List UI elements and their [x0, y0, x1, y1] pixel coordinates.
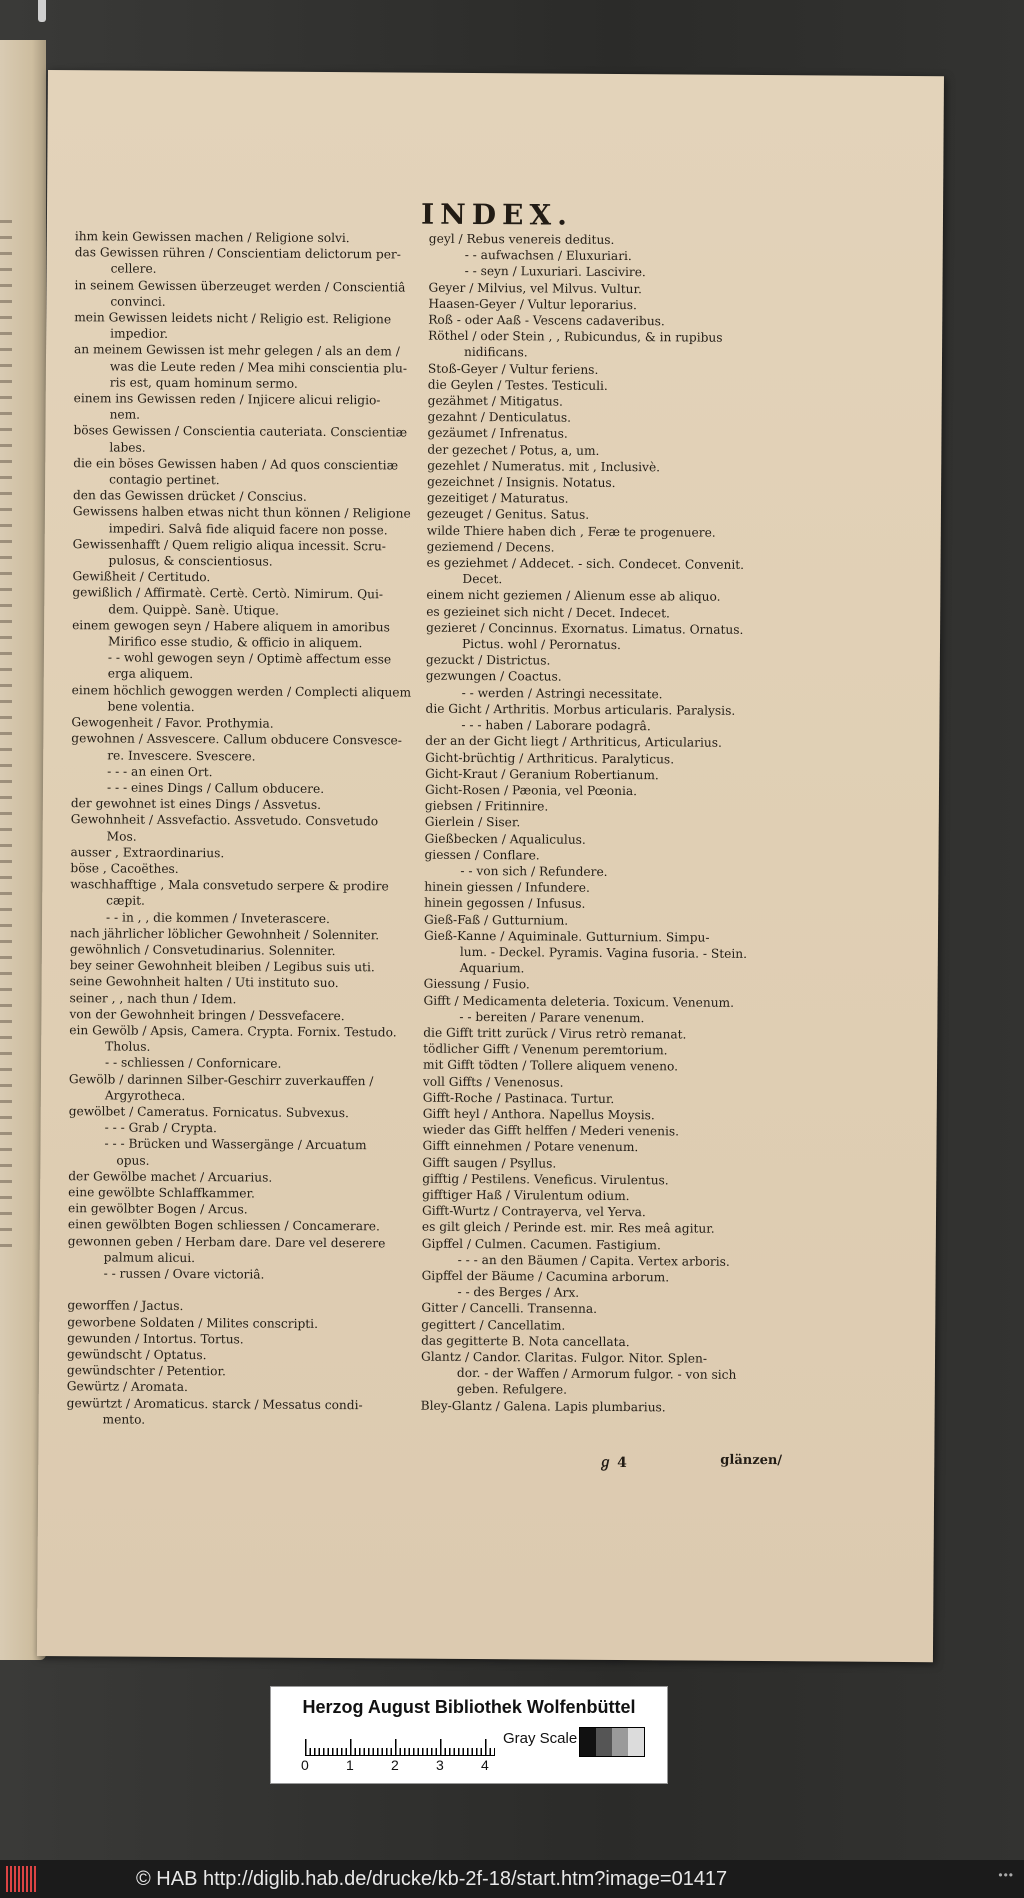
index-entry: waschhafftige , Mala consvetudo serpere & prodire — [70, 877, 389, 894]
index-entry: contagio pertinet. — [109, 472, 220, 488]
index-entry: böse , Cacoëthes. — [70, 861, 179, 876]
index-entry: tödlicher Gifft / Venenum peremtorium. — [423, 1041, 668, 1058]
index-entry: gegittert / Cancellatim. — [421, 1317, 566, 1333]
index-entry: - - - an den Bäumen / Capita. Vertex arboris. — [457, 1252, 730, 1269]
index-entry: Gewölb / darinnen Silber-Geschirr zuverkauffen / — [68, 1071, 374, 1088]
index-entry: geziemend / Decens. — [426, 539, 555, 555]
index-entry: Glantz / Candor. Claritas. Fulgor. Nitor. Splen- — [420, 1349, 708, 1366]
index-entry: Decet. — [462, 572, 503, 587]
index-entry: Gieß-Kanne / Aquiminale. Gutturnium. Simpu- — [423, 928, 710, 945]
index-entry: der gewohnet ist eines Dings / Assvetus. — [70, 796, 322, 813]
index-entry: Gifft heyl / Anthora. Napellus Moysis. — [422, 1106, 655, 1123]
index-entry: nem. — [109, 407, 141, 422]
gray-swatch — [580, 1728, 596, 1756]
index-entry: geworffen / Jactus. — [67, 1298, 184, 1314]
index-entry: Mirifico esse studio, & officio in aliquem. — [107, 634, 363, 651]
index-entry: Gicht-Rosen / Pæonia, vel Pœonia. — [424, 782, 638, 799]
index-entry: Argyrotheca. — [104, 1088, 186, 1103]
index-entry: palmum alicui. — [103, 1250, 196, 1265]
index-entry: giebsen / Fritinnire. — [424, 798, 549, 814]
index-entry: - - - haben / Laborare podagrâ. — [461, 717, 651, 734]
ruler-number: 2 — [391, 1757, 399, 1773]
index-entry: gezähmet / Mitigatus. — [427, 393, 563, 409]
index-entry: Gifft saugen / Psyllus. — [422, 1155, 557, 1171]
index-entry: geyl / Rebus venereis deditus. — [428, 231, 615, 247]
index-entry: - - bereiten / Parare venenum. — [459, 1009, 645, 1025]
index-entry: Tholus. — [105, 1039, 151, 1054]
index-entry: ris est, quam hominum sermo. — [109, 375, 298, 391]
index-entry: Gierlein / Siser. — [424, 814, 521, 830]
index-entry: Gewürtz / Aromata. — [66, 1379, 188, 1395]
gray-scale-swatches — [579, 1727, 645, 1757]
index-entry: labes. — [109, 440, 146, 455]
index-entry: Gifft einnehmen / Potare venenum. — [422, 1139, 639, 1155]
index-entry: hinein gegossen / Infusus. — [424, 895, 586, 912]
index-entry: es gezieinet sich nicht / Decet. Indecet. — [426, 604, 670, 621]
gray-swatch — [596, 1728, 612, 1756]
index-entry: gezeuget / Genitus. Satus. — [426, 507, 590, 523]
gray-scale-label: Gray Scale — [503, 1730, 578, 1747]
index-entry: opus. — [116, 1153, 150, 1168]
status-bar — [0, 1860, 1024, 1898]
index-entry: Gewohnheit / Assvefactio. Assvetudo. Consvetudo — [70, 812, 379, 829]
index-entry: dor. - der Waffen / Armorum fulgor. - von sich — [456, 1366, 737, 1383]
index-entry: Gitter / Cancelli. Transenna. — [421, 1301, 598, 1317]
index-entry: das Gewissen rühren / Conscientiam delictorum per- — [74, 245, 401, 262]
index-entry: bey seiner Gewohnheit bleiben / Legibus suis uti. — [69, 958, 375, 975]
index-entry: Gieß-Faß / Gutturnium. — [424, 912, 569, 928]
index-entry: Gifft-Wurtz / Contrayerva, vel Yerva. — [421, 1203, 646, 1220]
index-entry: gewündscht / Optatus. — [66, 1347, 207, 1363]
index-entry: einem höchlich gewoggen werden / Complecti aliquem — [71, 682, 412, 700]
index-entry: Gewissenhafft / Quem religio aliqua incessit. Scru- — [72, 537, 386, 554]
index-entry: convinci. — [110, 294, 166, 309]
copyright-url-text[interactable]: © HAB http://diglib.hab.de/drucke/kb-2f-18/start.htm?image=01417 — [136, 1867, 728, 1890]
scale-ruler — [305, 1735, 495, 1756]
page-title: INDEX. — [420, 197, 574, 232]
index-entry: bene volentia. — [107, 699, 195, 714]
index-entry: - - aufwachsen / Eluxuriari. — [464, 248, 632, 264]
index-entry: gezäumet / Infrenatus. — [427, 426, 568, 442]
barcode-icon — [6, 1866, 36, 1892]
ruler-number: 3 — [436, 1757, 444, 1773]
index-entry: die ein böses Gewissen haben / Ad quos conscientiæ — [73, 456, 399, 473]
index-entry: die Gifft tritt zurück / Virus retrò remanat. — [423, 1025, 687, 1042]
index-entry: das gegitterte B. Nota cancellata. — [421, 1333, 630, 1349]
index-entry: Stoß-Geyer / Vultur feriens. — [427, 361, 599, 377]
index-entry: hinein giessen / Infundere. — [424, 879, 590, 895]
index-entry: einen gewölbten Bogen schliessen / Concamerare. — [67, 1217, 380, 1234]
more-options-icon[interactable]: ••• — [998, 1868, 1014, 1882]
facing-page-text-fragments — [0, 220, 12, 1260]
index-entry: an meinem Gewissen ist mehr gelegen / als an dem / — [73, 342, 400, 359]
index-entry: was die Leute reden / Mea mihi conscientia plu- — [109, 359, 408, 376]
index-column-right — [421, 231, 799, 1416]
index-entry: gewißlich / Affirmatè. Certè. Certò. Nimirum. Qui- — [72, 585, 384, 602]
index-entry: mit Gifft tödten / Tollere aliquem veneno. — [423, 1058, 679, 1074]
index-entry: Mos. — [106, 828, 137, 844]
index-entry: lum. - Deckel. Pyramis. Vagina fusoria. - Stein. — [459, 944, 748, 961]
index-entry: Gicht-brüchtig / Arthriticus. Paralyticus. — [425, 750, 675, 766]
index-column-left — [67, 228, 430, 1429]
index-entry: ausser , Extraordinarius. — [70, 844, 225, 860]
index-entry: gifftiger Haß / Virulentum odium. — [422, 1187, 630, 1204]
index-entry: seine Gewohnheit halten / Uti instituto suo. — [69, 974, 339, 991]
index-entry: dem. Quippè. Sanè. Utique. — [108, 602, 280, 618]
signature-mark: ℊ 4 — [598, 1454, 627, 1472]
index-entry: ihm kein Gewissen machen / Religione solvi. — [74, 229, 350, 246]
index-entry: der Gewölbe machet / Arcuarius. — [68, 1168, 273, 1185]
index-entry: Geyer / Milvius, vel Milvus. Vultur. — [428, 280, 642, 296]
index-entry: es gilt gleich / Perinde est. mir. Res meâ agitur. — [421, 1220, 715, 1237]
index-entry: re. Invescere. Svescere. — [107, 747, 256, 763]
index-entry: Haasen-Geyer / Vultur leporarius. — [428, 296, 638, 312]
index-entry: nidificans. — [463, 345, 528, 360]
index-entry: impedior. — [110, 326, 169, 342]
index-entry: - - in , , die kommen / Inveterascere. — [106, 909, 330, 926]
index-entry: Gipffel / Culmen. Cacumen. Fastigium. — [421, 1236, 661, 1252]
index-entry: Röthel / oder Stein , , Rubicundus, & in rupibus — [428, 328, 723, 345]
index-entry: ein Gewölb / Apsis, Camera. Crypta. Fornix. Testudo. — [69, 1023, 397, 1040]
index-entry: Gifft / Medicamenta deleteria. Toxicum. Venenum. — [423, 993, 735, 1010]
index-entry: giessen / Conflare. — [424, 847, 540, 863]
index-entry: wieder das Gifft helffen / Mederi venenis. — [422, 1122, 680, 1139]
index-entry: gewürtzt / Aromaticus. starck / Messatus condi- — [66, 1395, 363, 1412]
index-entry: einem ins Gewissen reden / Injicere alicui religio- — [73, 391, 381, 408]
index-entry: - - von sich / Refundere. — [460, 863, 608, 879]
index-entry: gewunden / Intortus. Tortus. — [67, 1330, 244, 1347]
binding-clip — [38, 0, 46, 22]
index-entry: gezehlet / Numeratus. mit , Inclusivè. — [427, 458, 661, 475]
index-entry: Aquarium. — [459, 961, 525, 976]
index-entry: der an der Gicht liegt / Arthriticus, Articularius. — [425, 733, 722, 751]
index-entry: gewöhnlich / Consvetudinarius. Solenniter. — [69, 942, 336, 958]
index-entry: einem nicht geziemen / Alienum esse ab aliquo. — [426, 588, 721, 605]
index-entry: Gifft-Roche / Pastinaca. Turtur. — [422, 1090, 615, 1106]
index-entry: gewündschter / Petentior. — [66, 1363, 226, 1379]
ruler-number: 0 — [301, 1757, 309, 1773]
index-entry: die Gicht / Arthritis. Morbus articularis. Paralysis. — [425, 701, 736, 718]
index-entry: die Geylen / Testes. Testiculi. — [427, 377, 608, 393]
library-color-card — [270, 1686, 668, 1784]
index-entry: Bley-Glantz / Galena. Lapis plumbarius. — [420, 1398, 666, 1414]
index-entry: gezieret / Concinnus. Exornatus. Limatus. Ornatus. — [426, 620, 744, 637]
index-entry: Gewissens halben etwas nicht thun können / Religione — [72, 504, 411, 521]
index-entry: - - seyn / Luxuriari. Lascivire. — [464, 264, 646, 280]
index-entry: Gewogenheit / Favor. Prothymia. — [71, 715, 274, 731]
index-entry: Roß - oder Aaß - Vescens cadaveribus. — [428, 312, 665, 329]
ruler-number: 4 — [481, 1757, 489, 1773]
library-name: Herzog August Bibliothek Wolfenbüttel — [302, 1697, 636, 1717]
index-entry: impediri. Salvâ fide aliquid facere non posse. — [108, 521, 388, 538]
index-entry: Gicht-Kraut / Geranium Robertianum. — [425, 766, 659, 782]
index-entry: böses Gewissen / Conscientia cauteriata. Conscientiæ — [73, 423, 408, 440]
index-entry: gewohnen / Assvescere. Callum obducere Consvesce- — [71, 731, 402, 748]
index-entry: - - - Brücken und Wassergänge / Arcuatum — [104, 1136, 367, 1153]
book-page — [37, 70, 944, 1662]
index-entry: den das Gewissen drücket / Conscius. — [72, 488, 307, 505]
gray-swatch — [628, 1728, 644, 1756]
index-entry: Gießbecken / Aqualiculus. — [424, 831, 586, 847]
index-entry: - - russen / Ovare victoriâ. — [103, 1266, 265, 1282]
ruler-number: 1 — [346, 1757, 354, 1773]
index-entry: - - schliessen / Confornicare. — [105, 1055, 282, 1072]
index-entry: gezwungen / Coactus. — [425, 669, 562, 685]
gray-swatch — [612, 1728, 628, 1756]
index-entry: - - - eines Dings / Callum obducere. — [106, 780, 325, 796]
index-entry: gezahnt / Denticulatus. — [427, 409, 572, 425]
index-entry: von der Gewohnheit bringen / Dessvefacere. — [69, 1006, 345, 1023]
index-entry: Gipffel der Bäume / Cacumina arborum. — [421, 1268, 670, 1285]
index-entry: cæpit. — [106, 893, 146, 909]
index-entry: - - des Berges / Arx. — [457, 1285, 580, 1300]
index-entry: Gewißheit / Certitudo. — [72, 569, 211, 585]
index-entry: voll Giffts / Venenosus. — [422, 1074, 564, 1090]
index-entry: geben. Refulgere. — [456, 1382, 568, 1398]
index-entry: - - werden / Astringi necessitate. — [461, 685, 663, 701]
index-entry: mento. — [102, 1412, 146, 1427]
index-entry: pulosus, & conscientiosus. — [108, 553, 273, 569]
index-entry: es geziehmet / Addecet. - sich. Condecet. Convenit. — [426, 555, 745, 572]
index-entry: gezeitiget / Maturatus. — [426, 490, 569, 506]
index-entry: nach jährlicher löblicher Gewohnheit / Solenniter. — [69, 925, 380, 943]
index-entry: Pictus. wohl / Perornatus. — [461, 636, 621, 653]
index-entry: gezuckt / Districtus. — [425, 652, 551, 668]
index-entry: - - wohl gewogen seyn / Optimè affectum esse — [107, 650, 392, 667]
index-entry: geworbene Soldaten / Milites conscripti. — [67, 1314, 319, 1331]
index-entry: der gezechet / Potus, a, um. — [427, 442, 600, 458]
index-entry: gewölbet / Cameratus. Fornicatus. Subvexus. — [68, 1104, 349, 1121]
index-entry: wilde Thiere haben dich , Feræ te progenuere. — [426, 523, 716, 540]
index-entry: ein gewölbter Bogen / Arcus. — [68, 1201, 248, 1217]
index-entry: Giessung / Fusio. — [423, 976, 530, 992]
index-entry: seiner , , nach thun / Idem. — [69, 990, 237, 1006]
index-entry: gewonnen geben / Herbam dare. Dare vel deserere — [67, 1233, 386, 1250]
index-entry: cellere. — [110, 261, 157, 277]
index-entry: in seinem Gewissen überzeuget werden / Conscientiâ — [74, 277, 406, 295]
catchword: glänzen/ — [720, 1452, 783, 1469]
index-entry: eine gewölbte Schlaffkammer. — [68, 1185, 255, 1201]
index-entry: einem gewogen seyn / Habere aliquem in amoribus — [72, 618, 390, 635]
index-entry: - - - an einen Ort. — [107, 764, 213, 779]
index-entry: erga aliquem. — [107, 666, 194, 682]
index-entry: gezeichnet / Insignis. Notatus. — [427, 474, 616, 491]
index-entry: - - - Grab / Crypta. — [104, 1120, 218, 1136]
index-entry: gifftig / Pestilens. Veneficus. Virulentus. — [422, 1171, 669, 1188]
index-entry: mein Gewissen leidets nicht / Religio est. Religione — [74, 310, 392, 327]
